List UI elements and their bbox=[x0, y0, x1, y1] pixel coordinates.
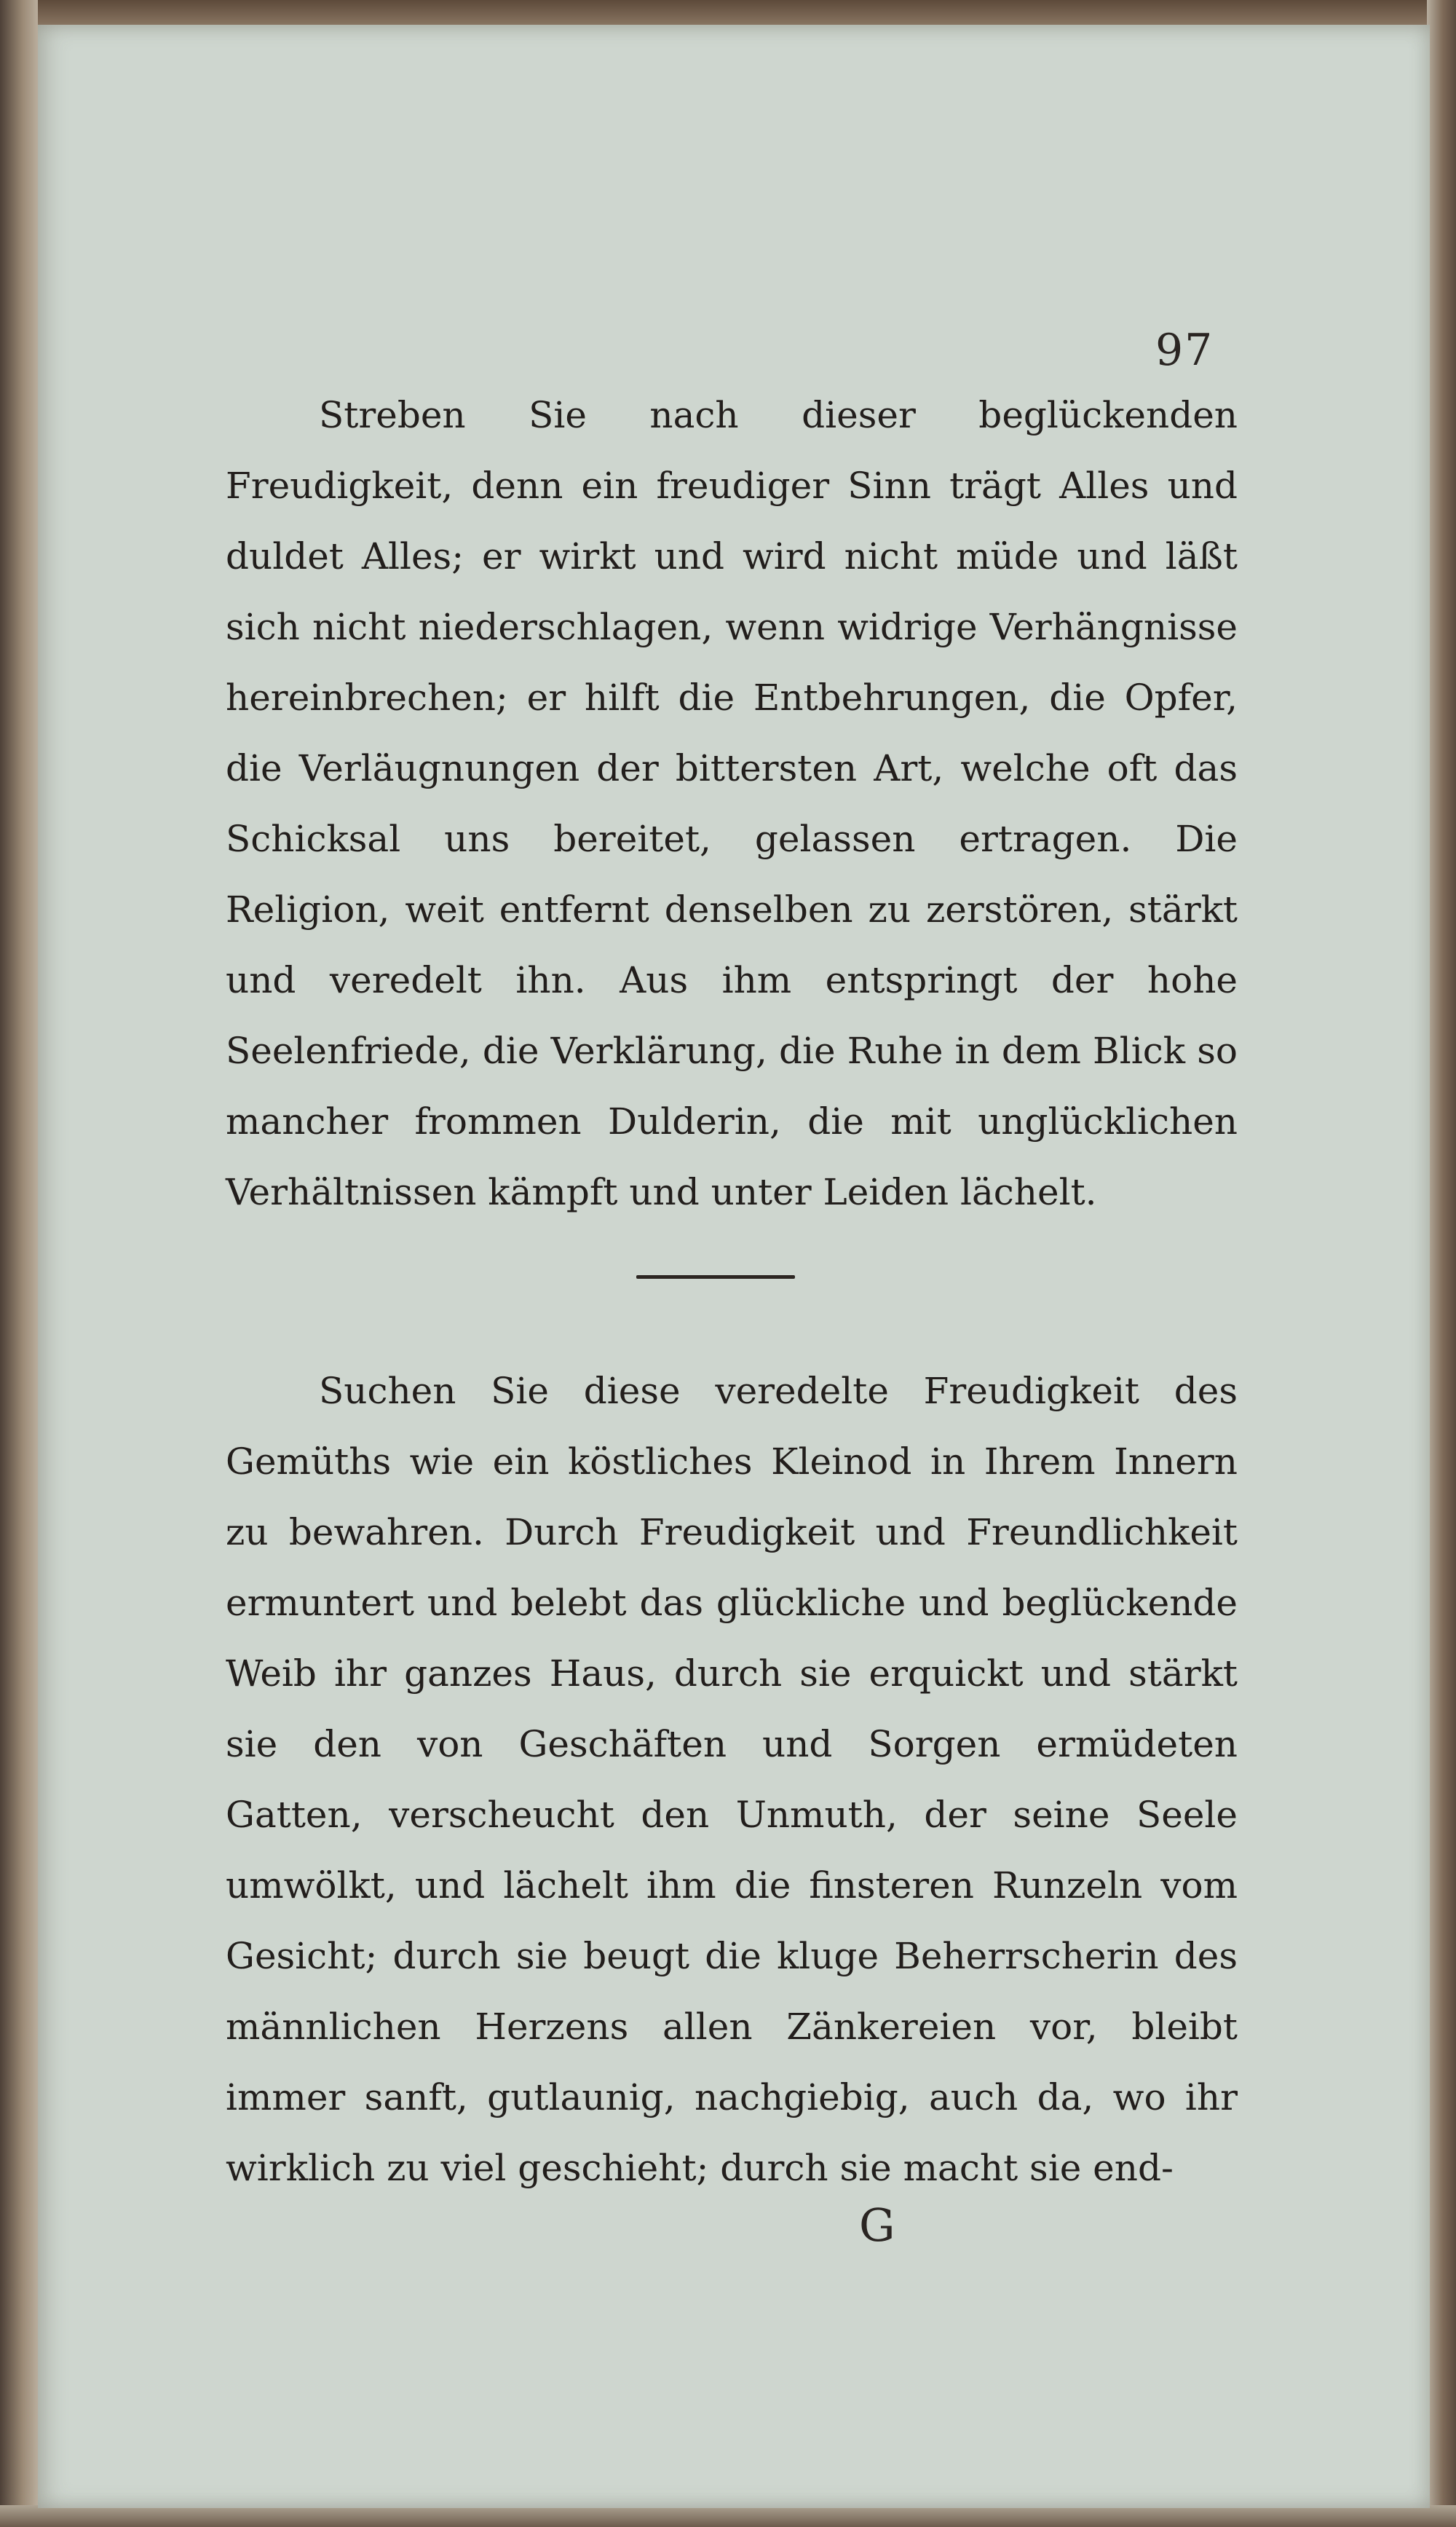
paragraph-1: Streben Sie nach dieser beglückenden Freudigkeit, denn ein freudiger Sinn trägt Alles und duldet Alles; er wirkt und wird nicht müde und läßt sich nicht niederschlagen, wenn widrige Verhängnisse hereinbrechen; er hilft die Entbehrungen, die Opfer, die Verläugnungen der bittersten Art, welche oft das Schicksal uns bereitet, gelassen ertragen. Die Religion, weit entfernt denselben zu zerstören, stärkt und veredelt ihn. Aus ihm entspringt der hohe Seelenfriede, die Verklärung, die Ruhe in dem Blick so mancher frommen Dulderin, die mit unglücklichen Verhältnissen kämpft und unter Leiden lächelt. bbox=[226, 394, 1238, 1213]
section-divider bbox=[636, 1275, 795, 1279]
book-page bbox=[38, 25, 1430, 2508]
page-number: 97 bbox=[1155, 325, 1214, 376]
signature-mark: G bbox=[859, 2199, 895, 2252]
book-cover-bottom-edge bbox=[0, 2505, 1456, 2527]
book-cover-left-edge bbox=[0, 0, 38, 2527]
paragraph-2: Suchen Sie diese veredelte Freudigkeit des Gemüths wie ein köstliches Kleinod in Ihrem Innern zu bewahren. Durch Freudigkeit und Freundlichkeit ermuntert und belebt das glückliche und beglückende Weib ihr ganzes Haus, durch sie erquickt und stärkt sie den von Geschäften und Sorgen ermüdeten Gatten, verscheucht den Unmuth, der seine Seele umwölkt, und lächelt ihm die finsteren Runzeln vom Gesicht; durch sie beugt die kluge Beherrscherin des männlichen Herzens allen Zänkereien vor, bleibt immer sanft, gutlaunig, nachgiebig, auch da, wo ihr wirklich zu viel geschieht; durch sie macht sie end- bbox=[226, 1370, 1238, 2189]
book-cover-right-edge bbox=[1427, 0, 1456, 2527]
